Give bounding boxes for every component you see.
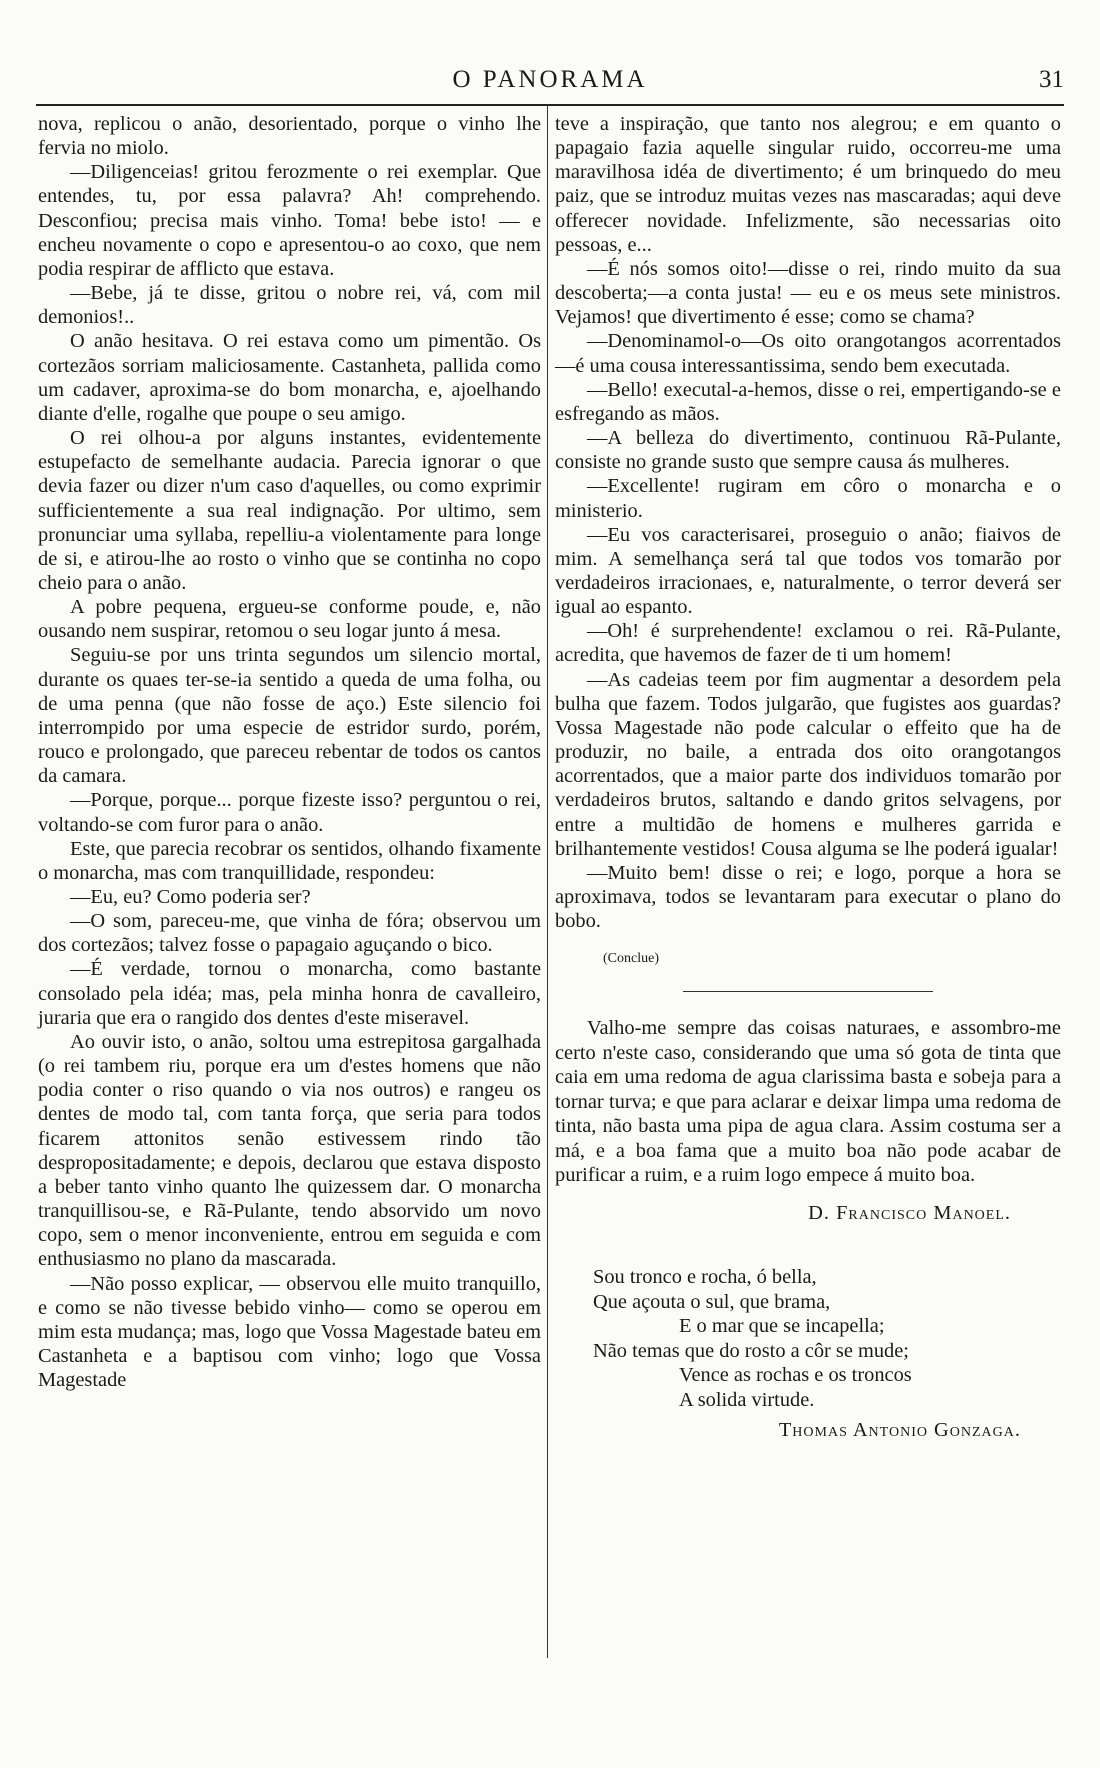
paragraph: —Porque, porque... porque fizeste isso? perguntou o rei, voltando-se com furor para o anão. (38, 789, 541, 836)
paragraph: A pobre pequena, ergueu-se conforme poude, e, não ousando nem suspirar, retomou o seu logar junto á mesa. (38, 596, 541, 643)
poem-author: Thomas Antonio Gonzaga. (778, 1419, 1021, 1442)
paragraph: Ao ouvir isto, o anão, soltou uma estrepitosa gargalhada (o rei tambem riu, porque era um d'estes homens que não podia conter o riso quando o via nos outros) e rangeu os dentes de modo tal, com tanta força, que seria para todos ficarem attonitos senão estivessem rindo tão despropositadamente; e depois, declarou que estava disposto a beber tanto vinho quanto lhe quizessem dar. O monarcha tranquillisou-se, e Rã-Pulante, tendo absorvido um novo copo, sem o menor inconveniente, entrou em seguida e com enthusiasmo no plano da mascarada. (38, 1030, 541, 1271)
paragraph: —Eu, eu? Como poderia ser? (70, 886, 311, 908)
paragraph: —Excellente! rugiram em côro o monarcha e o ministerio. (555, 475, 1061, 522)
paragraph: —É nós somos oito!—disse o rei, rindo muito da sua descoberta;—a conta justa! — eu e os meus sete ministros. Vejamos! que divertimento é esse; como se chama? (555, 257, 1061, 329)
paragraph: Seguiu-se por uns trinta segundos um silencio mortal, durante os quaes ter-se-ia sentido a queda de uma folha, ou de uma penna (que não fosse de aço.) Este silencio foi interrompido por uma especie de estridor surdo, porém, rouco e prolongado, que pareceu rebentar de todos os cantos da camara. (38, 644, 541, 788)
paragraph: —É verdade, tornou o monarcha, como bastante consolado pela idéa; mas, pela minha honra de cavalleiro, juraria que era o rangido dos dentes d'este miseravel. (38, 958, 541, 1029)
paragraph: teve a inspiração, que tanto nos alegrou; e em quanto o papagaio fazia aquelle singular ruido, occorreu-me uma maravilhosa idéa de divertimento; é um brinquedo do meu paiz, que se introduz muitas vezes nas mascaradas; aqui deve offerecer novidade. Infelizmente, são necessarias oito pessoas, e... (555, 113, 1061, 256)
column-divider (547, 106, 548, 1658)
paragraph: —A belleza do divertimento, continuou Rã-Pulante, consiste no grande susto que sempre causa ás mulheres. (555, 427, 1061, 474)
paragraph: —Muito bem! disse o rei; e logo, porque a hora se aproximava, todos se levantaram para executar o plano do bobo. (555, 861, 1061, 933)
poem-block (593, 1265, 1061, 1443)
left-column (38, 112, 541, 1392)
poem-line: Vence as rochas e os troncos (679, 1364, 912, 1387)
section-rule (683, 991, 933, 992)
poem-line: Não temas que do rosto a côr se mude; (593, 1339, 909, 1362)
paragraph: Este, que parecia recobrar os sentidos, olhando fixamente o monarcha, mas com tranquillidade, respondeu: (38, 837, 541, 884)
paragraph: —Denominamol-o—Os oito orangotangos acorrentados—é uma cousa interessantissima, sendo bem executada. (555, 330, 1061, 377)
paragraph: —Diligenceias! gritou ferozmente o rei exemplar. Que entendes, tu, por essa palavra? Ah! comprehendo. Desconfiou; precisa mais vinho. Toma! bebe isto! — e encheu novamente o copo e apresentou-o ao coxo, que nem podia respirar de afflicto que estava. (38, 161, 541, 280)
page-number: 31 (1039, 66, 1064, 93)
poem-line: Que açouta o sul, que brama, (593, 1290, 831, 1313)
paragraph: O rei olhou-a por alguns instantes, evidentemente estupefacto de semelhante audacia. Parecia ignorar o que devia fazer ou dizer n'um caso d'aquelles, ou como exprimir sufficientemente a sua real indignação. Por ultimo, sem pronunciar uma syllaba, repelliu-a violentamente para longe de si, e atirou-lhe ao rosto o vinho que se continha no copo cheio para o anão. (38, 427, 541, 594)
poem-line: A solida virtude. (679, 1388, 815, 1411)
paragraph: O anão hesitava. O rei estava como um pimentão. Os cortezãos sorriam maliciosamente. Castanheta, pallida como um cadaver, aproxima-se do bom monarcha, e, ajoelhando diante d'elle, rogalhe que poupe o seu amigo. (38, 330, 541, 425)
continuation-note: (Conclue) (603, 951, 659, 967)
quote-text: Valho-me sempre das coisas naturaes, e assombro-me certo n'este caso, considerando que uma só gota de tinta que caia em uma redoma de agua clarissima basta e sobeja para a tornar turva; e que para aclarar e deixar limpa uma redoma de tinta, não basta uma pipa de agua clara. Assim costuma ser a má, e a boa fama que a muito boa não pode acabar de purificar a ruim, e a ruim logo empece á muito boa. (555, 1017, 1061, 1186)
paragraph: —Bello! executal-a-hemos, disse o rei, empertigando-se e esfregando as mãos. (555, 378, 1061, 425)
paragraph: —Oh! é surprehendente! exclamou o rei. Rã-Pulante, acredita, que havemos de fazer de ti um homem! (555, 620, 1061, 667)
paragraph: —Eu vos caracterisarei, proseguio o anão; fiaivos de mim. A semelhança será tal que todos vos tomarão por verdadeiros irracionaes, e, naturalmente, o terror deverá ser igual ao espanto. (555, 523, 1061, 619)
paragraph: —As cadeias teem por fim augmentar a desordem pela bulha que fazem. Todos julgarão, que fugistes aos guardas? Vossa Magestade não pode calcular o effeito que ha de produzir, no baile, a entrada dos oito orangotangos acorrentados, que a maior parte dos individuos tomarão por verdadeiros brutos, saltando e dando gritos selvagens, por entre a multidão de homens e mulheres garrida e brilhantemente vestidos! Cousa alguma se lhe poderá igualar! (555, 668, 1061, 860)
paragraph: —Bebe, já te disse, gritou o nobre rei, vá, com mil demonios!.. (38, 282, 541, 329)
quote-author: D. Francisco Manoel. (808, 1202, 1011, 1225)
header-rule (36, 104, 1064, 106)
paragraph: nova, replicou o anão, desorientado, porque o vinho lhe fervia no miolo. (38, 113, 541, 160)
paragraph: —Não posso explicar, — observou elle muito tranquillo, e como se não tivesse bebido vinho— como se operou em mim esta mudança; mas, logo que Vossa Magestade bateu em Castanheta e a baptisou com vinho; logo que Vossa Magestade (38, 1272, 541, 1392)
poem-line: E o mar que se incapella; (679, 1315, 885, 1338)
paragraph: —O som, pareceu-me, que vinha de fóra; observou um dos cortezãos; talvez fosse o papagaio aguçando o bico. (38, 910, 541, 957)
page-header (36, 66, 1064, 100)
quote-block (555, 1016, 1061, 1225)
publication-title: O PANORAMA (452, 66, 648, 93)
poem-line: Sou tronco e rocha, ó bella, (593, 1266, 817, 1289)
right-column (555, 112, 1061, 1443)
